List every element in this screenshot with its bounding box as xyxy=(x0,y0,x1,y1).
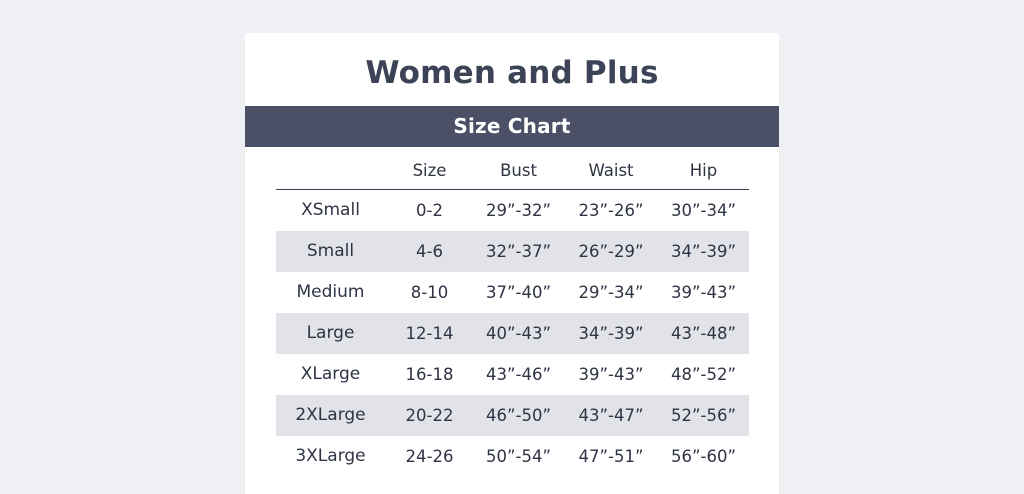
cell-bust: 37”-40” xyxy=(485,282,552,302)
header-bust: Bust xyxy=(474,147,564,190)
cell-hip: 52”-56” xyxy=(659,395,749,436)
cell-waist: 29”-34” xyxy=(578,282,644,302)
header-waist: Waist xyxy=(564,147,659,190)
cell-hip: 39”-43” xyxy=(670,282,737,302)
cell-waist: 39”-43” xyxy=(578,364,644,384)
cell-bust: 29”-32” xyxy=(485,200,552,220)
row-label: 3XLarge xyxy=(295,446,366,466)
row-label: XSmall xyxy=(301,200,360,220)
cell-waist: 34”-39” xyxy=(564,313,659,354)
cell-hip: 56”-60” xyxy=(670,446,737,466)
cell-hip: 30”-34” xyxy=(670,200,737,220)
cell-waist: 26”-29” xyxy=(564,231,659,272)
table-row xyxy=(276,272,749,313)
cell-waist: 23”-26” xyxy=(578,200,644,220)
page-title: Women and Plus xyxy=(365,55,659,91)
header-size: Size xyxy=(386,147,474,190)
table-row xyxy=(276,395,749,436)
cell-hip: 48”-52” xyxy=(670,364,737,384)
cell-size: 0-2 xyxy=(416,200,443,220)
cell-bust: 50”-54” xyxy=(485,446,552,466)
cell-size: 20-22 xyxy=(386,395,474,436)
table-row xyxy=(276,354,749,395)
row-label: XLarge xyxy=(300,364,361,384)
table-header xyxy=(276,147,749,190)
cell-size: 8-10 xyxy=(410,282,449,302)
row-label: 2XLarge xyxy=(276,395,386,436)
cell-size: 4-6 xyxy=(386,231,474,272)
cell-waist: 47”-51” xyxy=(578,446,644,466)
cell-size: 16-18 xyxy=(405,364,454,384)
row-label: Medium xyxy=(296,282,365,302)
header-hip: Hip xyxy=(659,147,749,190)
size-chart-table xyxy=(276,147,749,480)
size-chart-card xyxy=(245,33,779,494)
row-label: Small xyxy=(276,231,386,272)
table-row xyxy=(276,436,749,480)
header-corner xyxy=(276,147,386,190)
cell-bust: 43”-46” xyxy=(485,364,552,384)
cell-waist: 43”-47” xyxy=(564,395,659,436)
size-chart-banner: Size Chart xyxy=(245,106,779,147)
cell-hip: 43”-48” xyxy=(659,313,749,354)
table-row xyxy=(276,190,749,232)
table-row xyxy=(276,313,749,354)
cell-bust: 46”-50” xyxy=(474,395,564,436)
cell-size: 24-26 xyxy=(405,446,454,466)
cell-bust: 40”-43” xyxy=(474,313,564,354)
cell-bust: 32”-37” xyxy=(474,231,564,272)
card-bottom-spacer xyxy=(245,480,779,494)
row-label: Large xyxy=(276,313,386,354)
cell-hip: 34”-39” xyxy=(659,231,749,272)
cell-size: 12-14 xyxy=(386,313,474,354)
table-body xyxy=(276,190,749,481)
table-row xyxy=(276,231,749,272)
table-header-row xyxy=(276,147,749,190)
